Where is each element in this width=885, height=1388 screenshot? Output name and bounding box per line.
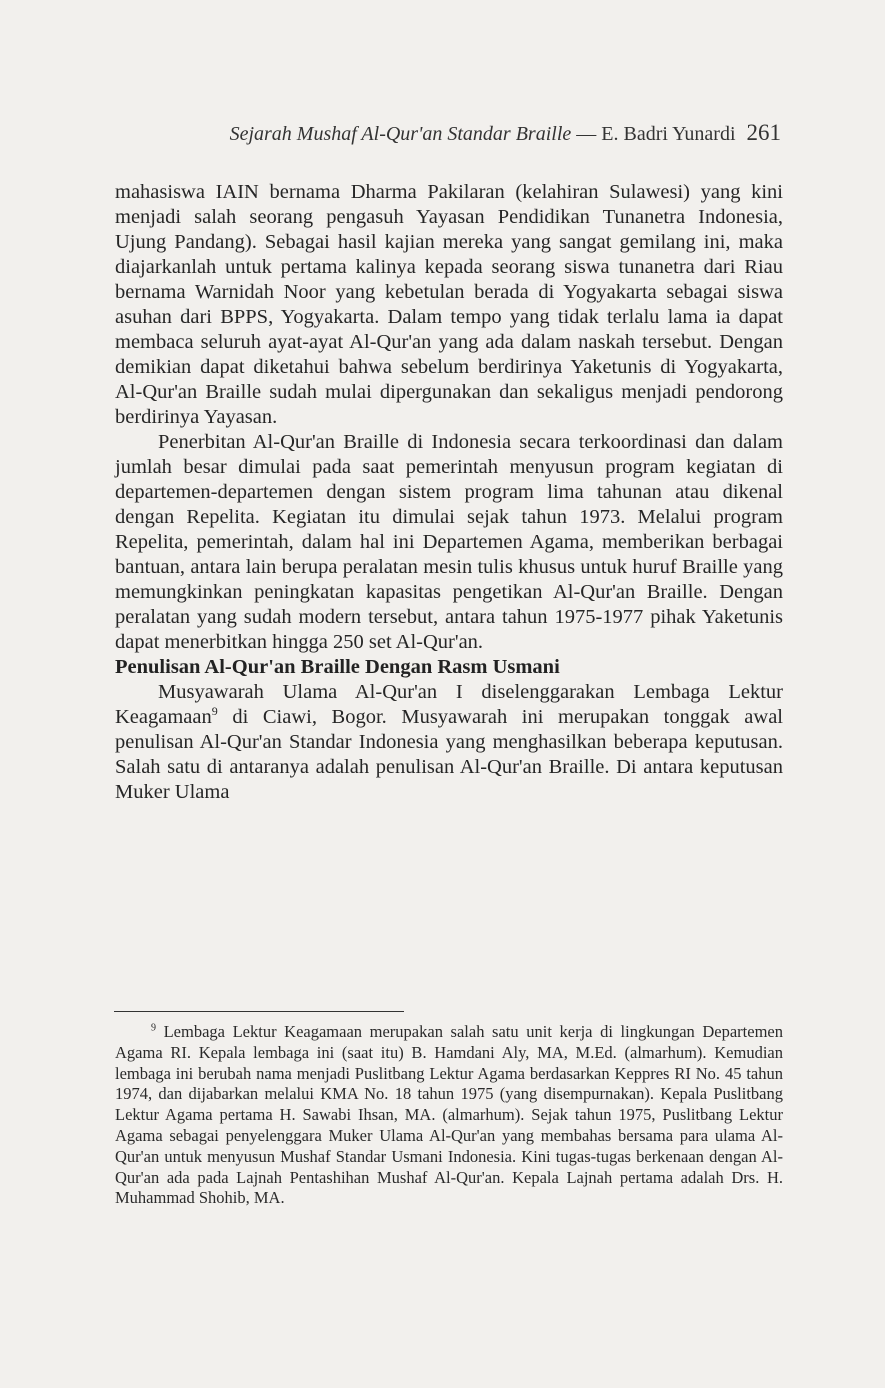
- paragraph: Penerbitan Al-Qur'an Braille di Indonesia secara terkoordinasi dan dalam jumlah besar dimulai pada saat pemerintah menyusun program kegiatan di departemen-departemen dengan sistem program lima tahunan atau dikenal dengan Repelita. Kegiatan itu dimulai sejak tahun 1973. Melalui program Repelita, pemerintah, dalam hal ini Departemen Agama, memberikan berbagai bantuan, antara lain berupa peralatan mesin tulis khusus untuk huruf Braille yang memungkinkan peningkatan kapasitas pengetikan Al-Qur'an Braille. Dengan peralatan yang sudah modern tersebut, antara tahun 1975-1977 pihak Yaketunis dapat menerbitkan hingga 250 set Al-Qur'an.: [115, 431, 783, 653]
- footnotes: [115, 1022, 783, 1209]
- paragraph-text: Musyawarah Ulama Al-Qur'an I diselenggarakan Lembaga Lektur Keagamaan: [115, 681, 783, 728]
- running-head-author: — E. Badri Yunardi: [576, 123, 736, 145]
- footnote: [115, 1022, 783, 1209]
- running-head-title: Sejarah Mushaf Al-Qur'an Standar Braille: [229, 123, 572, 145]
- footnote-divider: [114, 1011, 404, 1012]
- footnote-reference: 9: [211, 704, 218, 719]
- paragraph: [115, 680, 783, 805]
- footnote-text: Lembaga Lektur Keagamaan merupakan salah satu unit kerja di lingkungan Departemen Agama RI. Kepala lembaga ini (saat itu) B. Hamdani Aly, MA, M.Ed. (almarhum). Kemudian lembaga ini berubah nama menjadi Puslitbang Lektur Agama berdasarkan Keppres RI No. 45 tahun 1974, dan dijabarkan melalui KMA No. 18 tahun 1975 (yang disempurnakan). Kepala Puslitbang Lektur Agama pertama H. Sawabi Ihsan, MA. (almarhum). Sejak tahun 1975, Puslitbang Lektur Agama sebagai penyelenggara Muker Ulama Al-Qur'an yang membahas bersama para ulama Al-Qur'an untuk menyusun Mushaf Standar Usmani Indonesia. Kini tugas-tugas berkenaan dengan Al-Qur'an ada pada Lajnah Pentashihan Mushaf Al-Qur'an. Kepala Lajnah pertama adalah Drs. H. Muhammad Shohib, MA.: [115, 1022, 783, 1208]
- page-number: 261: [746, 120, 781, 145]
- footnote-marker: 9: [151, 1022, 156, 1034]
- running-head: [230, 120, 781, 146]
- body-text: [115, 180, 783, 805]
- paragraph: mahasiswa IAIN bernama Dharma Pakilaran (kelahiran Sulawesi) yang kini menjadi salah seorang pengasuh Yayasan Pendidikan Tunanetra Indonesia, Ujung Pandang). Sebagai hasil kajian mereka yang sangat gemilang ini, maka diajarkanlah untuk pertama kalinya kepada seorang siswa tunanetra dari Riau bernama Warnidah Noor yang kebetulan berada di Yogyakarta sebagai siswa asuhan dari BPPS, Yogyakarta. Dalam tempo yang tidak terlalu lama ia dapat membaca seluruh ayat-ayat Al-Qur'an yang ada dalam naskah tersebut. Dengan demikian dapat diketahui bahwa sebelum berdirinya Yaketunis di Yogyakarta, Al-Qur'an Braille sudah mulai dipergunakan dan sekaligus menjadi pendorong berdirinya Yayasan.: [115, 181, 783, 428]
- section-heading: Penulisan Al-Qur'an Braille Dengan Rasm Usmani: [115, 656, 560, 678]
- paragraph-text: di Ciawi, Bogor. Musyawarah ini merupakan tonggak awal penulisan Al-Qur'an Standar Indonesia yang menghasilkan beberapa keputusan. Salah satu di antaranya adalah penulisan Al-Qur'an Braille. Di antara keputusan Muker Ulama: [115, 706, 783, 803]
